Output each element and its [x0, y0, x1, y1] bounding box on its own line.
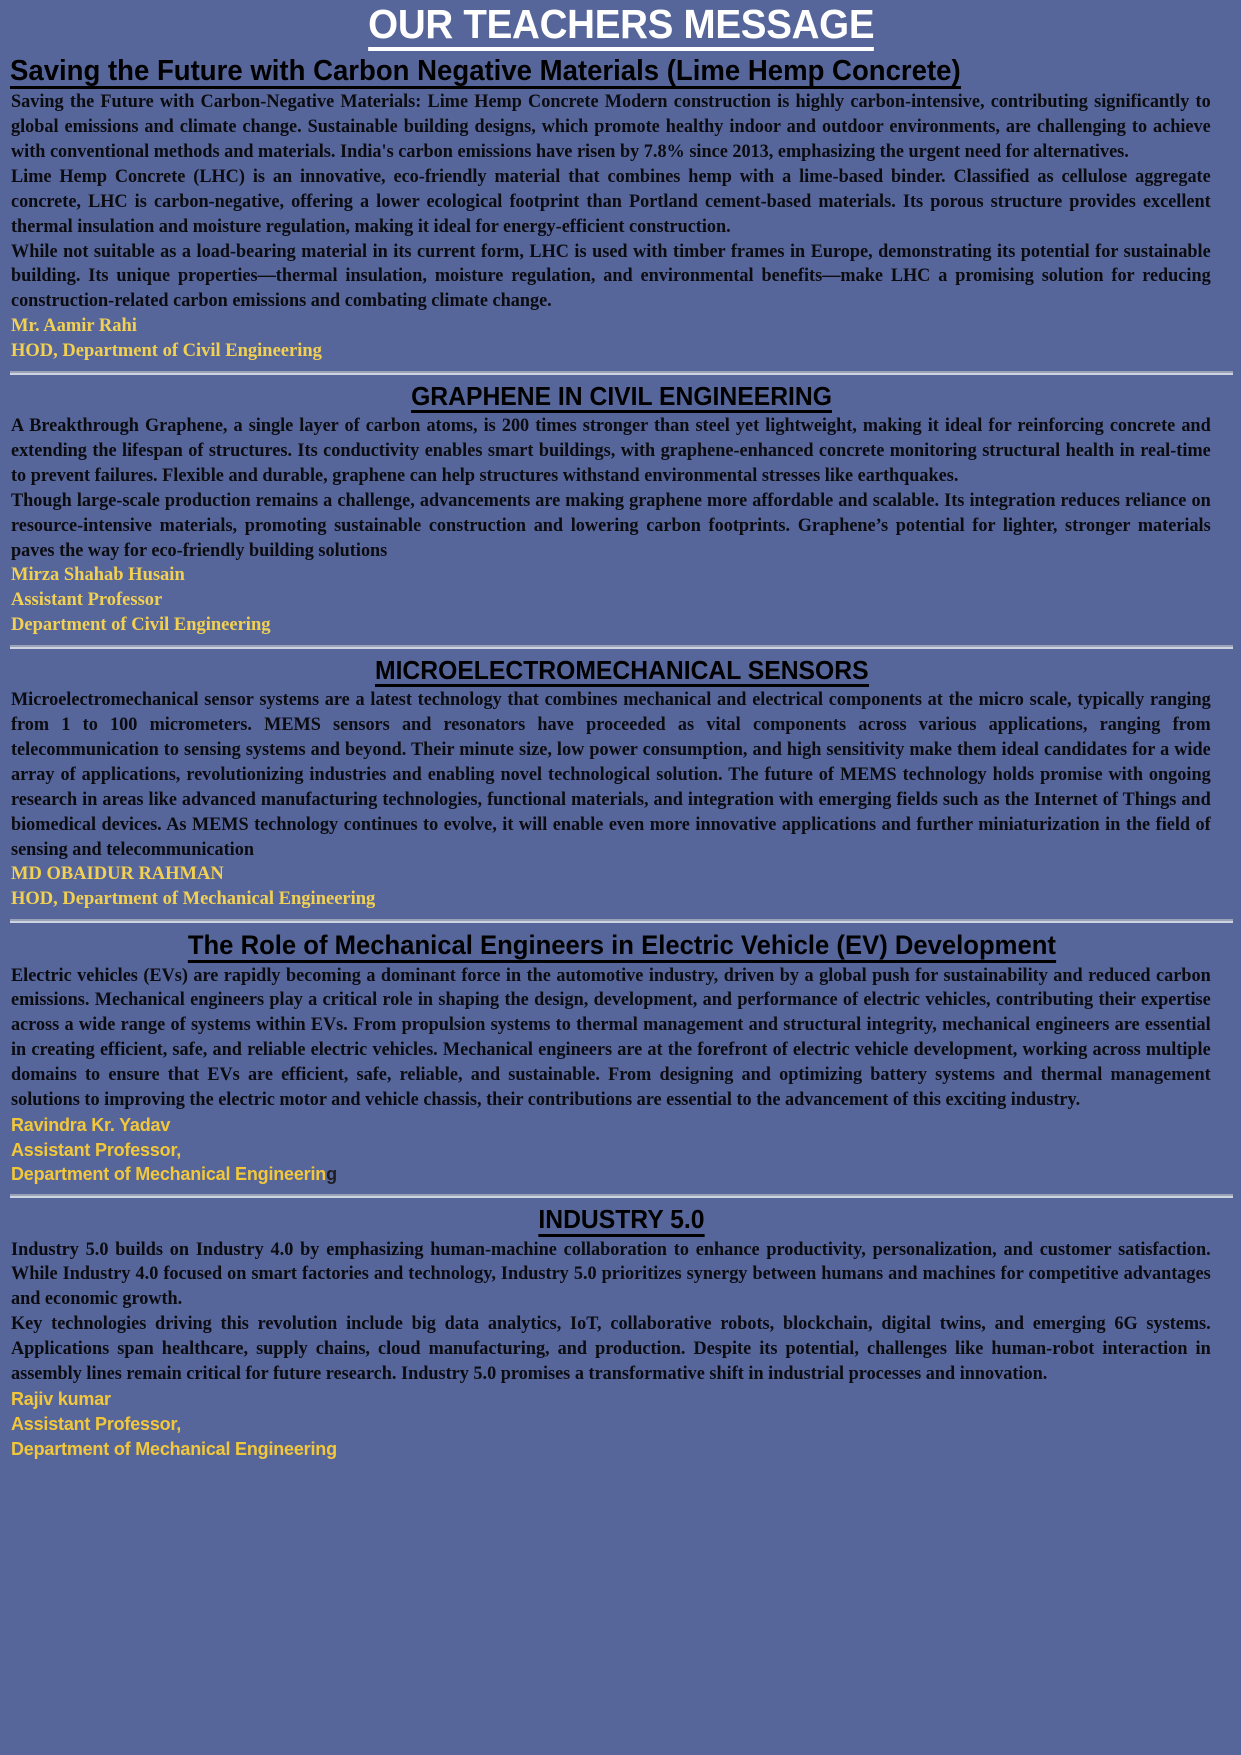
signature-name: Ravindra Kr. Yadav: [11, 1114, 171, 1135]
section-divider: [10, 645, 1233, 649]
section-heading-graphene: [10, 379, 1233, 414]
signature-title: Assistant Professor,: [11, 1413, 182, 1434]
paragraph: Though large-scale production remains a challenge, advancements are making graphene more affordable and scalable. Its integration reduces reliance on resource-intensive materials, promoting sustainable construction and lowering carbon footprints. Graphene’s potential for lighter, stronger materials paves the way for eco-friendly building solutions: [10, 490, 1211, 561]
signature-department-tail: g: [326, 1164, 337, 1185]
signature-title: Assistant Professor,: [11, 1139, 182, 1160]
section-mems: [10, 651, 1233, 914]
signature-name: Mr. Aamir Rahi: [11, 316, 137, 337]
paragraph: Industry 5.0 builds on Industry 4.0 by emphasizing human-machine collaboration to enhance productivity, personalization, and customer satisfaction. While Industry 4.0 focused on smart factories and technology, Industry 5.0 prioritizes synergy between humans and machines for competitive advantages and economic growth.: [10, 1239, 1211, 1310]
signature-name: MD OBAIDUR RAHMAN: [11, 864, 224, 885]
signature-name: Rajiv kumar: [11, 1388, 111, 1409]
section-lime-hemp-concrete: [10, 52, 1233, 366]
paragraph: A Breakthrough Graphene, a single layer of carbon atoms, is 200 times stronger than steel yet lightweight, making it ideal for reinforcing concrete and extending the lifespan of structures. Its conductivity enables smart buildings, with graphene-enhanced concrete monitoring structural health in real-time to prevent failures. Flexible and durable, graphene can help structures withstand environmental stresses like earthquakes.: [10, 416, 1211, 486]
masthead: [10, 0, 1233, 52]
signature-department: Department of Civil Engineering: [11, 615, 271, 636]
signature-title: HOD, Department of Mechanical Engineering: [11, 889, 376, 910]
paragraph: Electric vehicles (EVs) are rapidly becoming a dominant force in the automotive industry, driven by a global push for sustainability and reduced carbon emissions. Mechanical engineers play a critical role in shaping the design, development, and performance of electric vehicles, contributing their expertise across a wide range of systems within EVs. From propulsion systems to thermal management and structural integrity, mechanical engineers are essential in creating efficient, safe, and reliable electric vehicles. Mechanical engineers are at the forefront of electric vehicle development, working across multiple domains to ensure that EVs are efficient, safe, reliable, and sustainable. From designing and optimizing battery systems and thermal management solutions to improving the electric motor and vehicle chassis, their contributions are essential to the advancement of this exciting industry.: [10, 965, 1211, 1110]
section-heading-text: GRAPHENE IN CIVIL ENGINEERING: [411, 383, 832, 413]
section-heading-lime-hemp-concrete: [10, 52, 1233, 90]
section-heading-ev-development: [10, 927, 1233, 963]
section-divider: [10, 371, 1233, 375]
paragraph: While not suitable as a load-bearing material in its current form, LHC is used with timber frames in Europe, demonstrating its potential for sustainable building. Its unique properties—thermal insulation, moisture regulation, and environmental benefits—make LHC a promising solution for reducing construction-related carbon emissions and combating climate change.: [10, 241, 1211, 312]
paragraph: Microelectromechanical sensor systems are a latest technology that combines mechanical and electrical components at the micro scale, typically ranging from 1 to 100 micrometers. MEMS sensors and resonators have proceeded as vital components across various applications, ranging from telecommunication to sensing systems and beyond. Their minute size, low power consumption, and high sensitivity make them ideal candidates for a wide array of applications, revolutionizing industries and enabling novel technological solution. The future of MEMS technology holds promise with ongoing research in areas like advanced manufacturing technologies, functional materials, and integration with emerging fields such as the Internet of Things and biomedical devices. As MEMS technology continues to evolve, it will enable even more innovative applications and further miniaturization in the field of sensing and telecommunication: [10, 690, 1211, 860]
section-heading-industry-5-0: [10, 1202, 1233, 1237]
paragraph: Key technologies driving this revolution include big data analytics, IoT, collaborative robots, blockchain, digital twins, and emerging 6G systems. Applications span healthcare, supply chains, cloud manufacturing, and production. Despite its potential, challenges like human-robot interaction in assembly lines remain critical for future research. Industry 5.0 promises a transformative shift in industrial processes and innovation.: [10, 1314, 1211, 1384]
section-divider: [10, 1194, 1233, 1198]
paragraph: Lime Hemp Concrete (LHC) is an innovative, eco-friendly material that combines hemp with a lime-based binder. Classified as cellulose aggregate concrete, LHC is carbon-negative, offering a lower ecological footprint than Portland cement-based materials. Its porous structure provides excellent thermal insulation and moisture regulation, making it ideal for energy-efficient construction.: [10, 166, 1211, 237]
paragraph: Saving the Future with Carbon-Negative Materials: Lime Hemp Concrete Modern construction is highly carbon-intensive, contributing significantly to global emissions and climate change. Sustainable building designs, which promote healthy indoor and outdoor environments, are challenging to achieve with conventional methods and materials. India's carbon emissions have risen by 7.8% since 2013, emphasizing the urgent need for alternatives.: [10, 92, 1211, 162]
section-heading-text: INDUSTRY 5.0: [538, 1206, 704, 1236]
signature-name: Mirza Shahab Husain: [11, 565, 185, 586]
section-graphene: [10, 377, 1233, 640]
section-heading-text: MICROELECTROMECHANICAL SENSORS: [375, 657, 869, 687]
section-ev-development: [10, 925, 1233, 1189]
signature-title: Assistant Professor: [11, 590, 163, 611]
section-heading-text: Saving the Future with Carbon Negative Materials (Lime Hemp Concrete): [10, 56, 961, 89]
section-heading-mems: [10, 653, 1233, 688]
section-industry-5-0: [10, 1200, 1233, 1463]
page-title: OUR TEACHERS MESSAGE: [368, 4, 874, 51]
section-divider: [10, 919, 1233, 923]
signature-department: Department of Mechanical Engineering: [11, 1438, 337, 1459]
signature-department-text: Department of Mechanical Engineerin: [11, 1164, 327, 1185]
signature-title: HOD, Department of Civil Engineering: [11, 341, 322, 361]
signature-department: [10, 1162, 1233, 1187]
section-heading-text: The Role of Mechanical Engineers in Electric Vehicle (EV) Development: [187, 931, 1055, 962]
